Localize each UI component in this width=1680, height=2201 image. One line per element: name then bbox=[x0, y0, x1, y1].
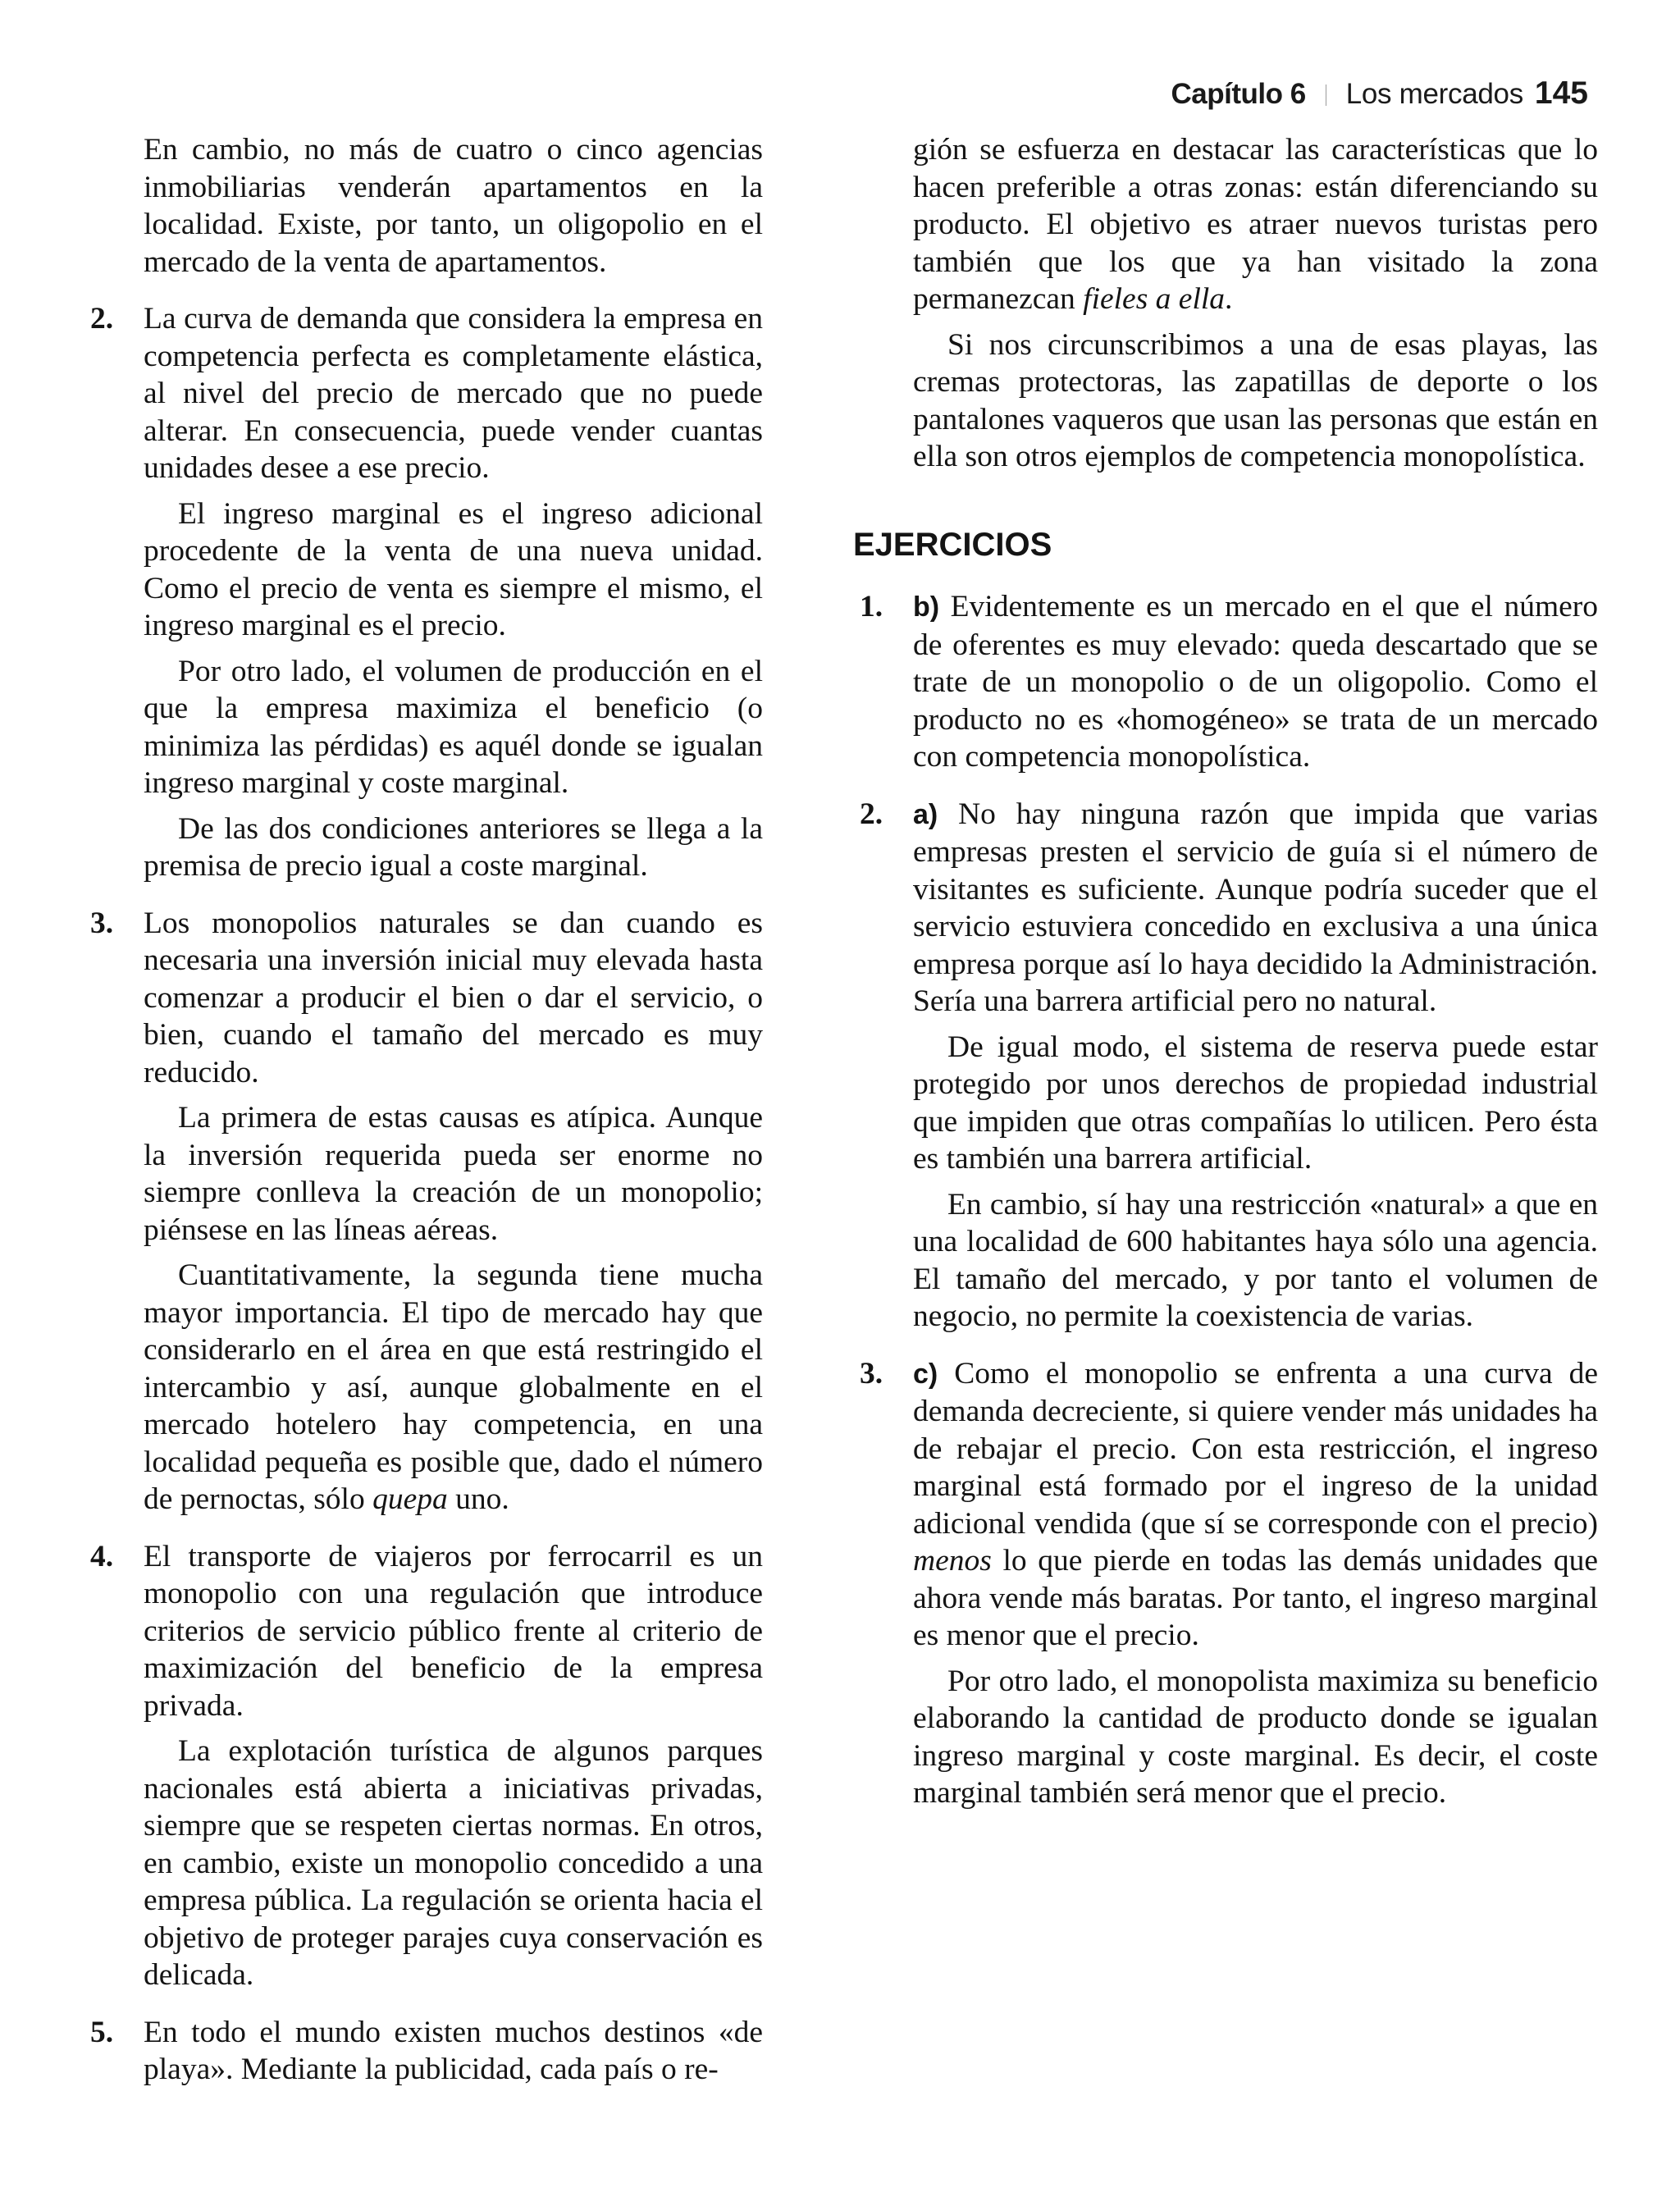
continued-paragraph bbox=[90, 131, 763, 281]
item-number: 5. bbox=[90, 2015, 114, 2049]
answer-letter: a) bbox=[913, 798, 938, 830]
text-run: No hay ninguna razón que impida que varias empresas presten el servicio de guía si el número de visitantes es suficiente. Aunque podría suceder que el servicio estuviera concedido en exclusiva a una única empresa porque así lo haya decidido la Administración. Sería una barrera artificial pero no natural. bbox=[913, 797, 1598, 1018]
paragraph: Los monopolios naturales se dan cuando es necesaria una inversión inicial muy elevada hasta comenzar a producir el bien o dar el servicio, o bien, cuando el tamaño del mercado es muy reducido. bbox=[144, 906, 763, 1089]
continued-paragraph bbox=[860, 131, 1598, 476]
item-number: 3. bbox=[860, 1356, 883, 1390]
paragraph: En cambio, no más de cuatro o cinco agencias inmobiliarias venderán apartamentos en la localidad. Existe, por tanto, un oligopolio en el mercado de la venta de apartamentos. bbox=[144, 133, 763, 279]
exercise-item-2 bbox=[860, 796, 1598, 1336]
paragraph: De las dos condiciones anteriores se llega a la premisa de precio igual a coste marginal. bbox=[144, 811, 763, 883]
italic-phrase: fieles a ella bbox=[1083, 282, 1226, 316]
paragraph: La explotación turística de algunos parques nacionales está abierta a iniciativas privadas, siempre que se respeten ciertas normas. En otros, en cambio, existe un monopolio concedido a una empresa pública. La regulación se orienta hacia el objetivo de proteger parajes cuya conservación es delicada. bbox=[144, 1734, 763, 1992]
chapter-label: Capítulo 6 bbox=[1171, 78, 1306, 110]
text-run: gión se esfuerza en destacar las características que lo hacen preferible a otras zonas: están diferenciando su producto. El objetivo es atraer nuevos turistas pero también que los que ya han visitado la zona permanezcan bbox=[913, 133, 1598, 316]
paragraph bbox=[144, 1257, 763, 1518]
section-label: Los mercados bbox=[1345, 78, 1523, 110]
paragraph: En todo el mundo existen muchos destinos «de playa». Mediante la publicidad, cada país o re- bbox=[144, 2015, 763, 2086]
paragraph bbox=[913, 588, 1598, 776]
text-run: Cuantitativamente, la segunda tiene mucha mayor importancia. El tipo de mercado hay que considerarlo en el área en que está restringido el intercambio y así, aunque globalmente en el mercado hotelero hay competencia, en una localidad pequeña es posible que, dado el número de pernoctas, sólo bbox=[144, 1258, 763, 1516]
exercise-item-3 bbox=[860, 1355, 1598, 1812]
paragraph: De igual modo, el sistema de reserva puede estar protegido por unos derechos de propiedad industrial que impiden que otras compañías lo utilicen. Pero ésta es también una barrera artificial. bbox=[913, 1030, 1598, 1176]
paragraph bbox=[913, 1355, 1598, 1655]
italic-word: quepa bbox=[372, 1482, 448, 1516]
paragraph: En cambio, sí hay una restricción «natural» a que en una localidad de 600 habitantes haya sólo una agencia. El tamaño del mercado, y por tanto el volumen de negocio, no permite la coexistencia de varias. bbox=[913, 1187, 1598, 1333]
paragraph: Por otro lado, el volumen de producción en el que la empresa maximiza el beneficio (o minimiza las pérdidas) es aquél donde se igualan ingreso marginal y coste marginal. bbox=[144, 654, 763, 800]
right-column bbox=[853, 131, 1598, 1812]
text-run: lo que pierde en todas las demás unidades que ahora vende más baratas. Por tanto, el ingreso marginal es menor que el precio. bbox=[913, 1544, 1598, 1652]
exercise-item-1 bbox=[860, 588, 1598, 776]
section-heading: EJERCICIOS bbox=[853, 526, 1052, 563]
item-number: 3. bbox=[90, 906, 114, 940]
text-run: uno. bbox=[447, 1482, 509, 1516]
paragraph: El ingreso marginal es el ingreso adicional procedente de la venta de una nueva unidad. Como el precio de venta es siempre el mismo, el ingreso marginal es el precio. bbox=[144, 496, 763, 642]
italic-word: menos bbox=[913, 1544, 992, 1578]
answer-item-3 bbox=[90, 905, 763, 1518]
answer-letter: b) bbox=[913, 591, 940, 623]
paragraph bbox=[913, 796, 1598, 1021]
text-run: Evidentemente es un mercado en el que el número de oferentes es muy elevado: queda descartado que se trate de un monopolio o de un oligopolio. Como el producto no es «homogéneo» se trata de un mercado con competencia monopolística. bbox=[913, 590, 1598, 774]
page-number: 145 bbox=[1534, 75, 1588, 111]
item-number: 1. bbox=[860, 590, 883, 623]
paragraph: Por otro lado, el monopolista maximiza su beneficio elaborando la cantidad de producto donde se igualan ingreso marginal y coste marginal. Es decir, el coste marginal también será menor que el precio. bbox=[913, 1664, 1598, 1810]
text-run: . bbox=[1225, 282, 1233, 316]
running-header bbox=[1171, 75, 1589, 112]
answer-item-2 bbox=[90, 300, 763, 885]
item-number: 2. bbox=[860, 797, 883, 831]
paragraph: El transporte de viajeros por ferrocarril es un monopolio con una regulación que introduce criterios de servicio público frente al criterio de maximización del beneficio de la empresa privada. bbox=[144, 1539, 763, 1723]
paragraph bbox=[913, 131, 1598, 318]
answer-item-5 bbox=[90, 2014, 763, 2089]
item-number: 2. bbox=[90, 302, 114, 336]
answer-letter: c) bbox=[913, 1358, 938, 1390]
item-number: 4. bbox=[90, 1539, 114, 1573]
left-column bbox=[90, 131, 763, 2089]
text-run: Como el monopolio se enfrenta a una curva de demanda decreciente, si quiere vender más unidades ha de rebajar el precio. Con esta restricción, el ingreso marginal está formado por el ingreso de la unidad adicional vendida (que sí se corresponde con el precio) bbox=[913, 1356, 1598, 1541]
paragraph: La curva de demanda que considera la empresa en competencia perfecta es completamente elástica, al nivel del precio de mercado que no puede alterar. En consecuencia, puede vender cuantas unidades desee a ese precio. bbox=[144, 302, 763, 485]
paragraph: Si nos circunscribimos a una de esas playas, las cremas protectoras, las zapatillas de deporte o los pantalones vaqueros que usan las personas que están en ella son otros ejemplos de competencia monopolística. bbox=[913, 327, 1598, 473]
answer-item-4 bbox=[90, 1538, 763, 1994]
paragraph: La primera de estas causas es atípica. Aunque la inversión requerida pueda ser enorme no siempre conlleva la creación de un monopolio; piénsese en las líneas aéreas. bbox=[144, 1101, 763, 1247]
